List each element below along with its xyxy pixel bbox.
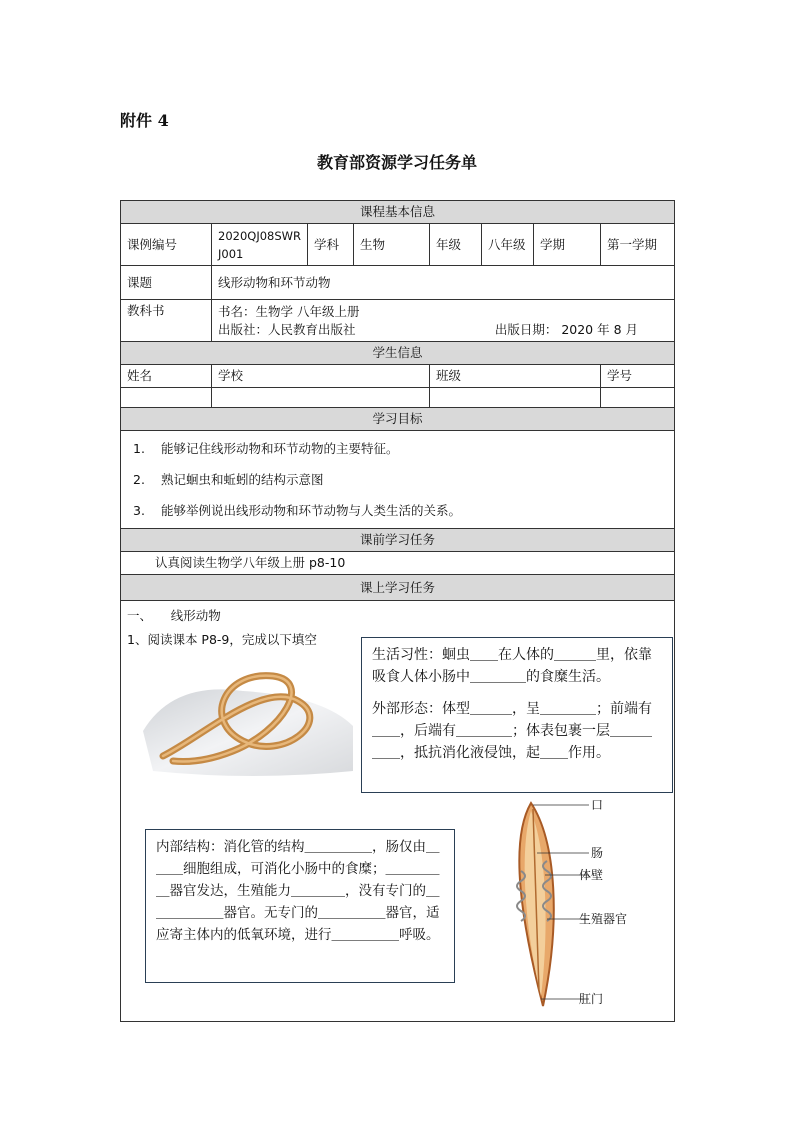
textbook-label: 教科书 bbox=[121, 300, 212, 342]
form-text: 外部形态：体型＿＿＿，呈＿＿＿＿；前端有＿＿，后端有＿＿＿＿；体表包裹一层＿＿＿＿＿，抵抗消化液侵蚀，起＿＿作用。 bbox=[372, 701, 652, 761]
in-class-content bbox=[121, 601, 675, 1022]
diagram-label-mouth: 口 bbox=[591, 798, 604, 812]
class-label: 班级 bbox=[430, 365, 601, 388]
goals-header: 学习目标 bbox=[121, 408, 675, 431]
roundworm-photo bbox=[133, 661, 357, 781]
goal-item: 3. 能够举例说出线形动物和环节动物与人类生活的关系。 bbox=[133, 503, 462, 518]
instruction-text: 1、阅读课本 P8-9，完成以下填空 bbox=[127, 632, 317, 647]
school-label: 学校 bbox=[212, 365, 430, 388]
student-info-header: 学生信息 bbox=[121, 342, 675, 365]
grade-value: 八年级 bbox=[482, 224, 534, 266]
id-label: 学号 bbox=[601, 365, 675, 388]
name-field[interactable] bbox=[121, 388, 212, 408]
diagram-label-anus: 肛门 bbox=[579, 992, 604, 1006]
textbook-info bbox=[212, 300, 675, 342]
habit-text: 生活习性：蛔虫＿＿在人体的＿＿＿里，依靠吸食人体小肠中＿＿＿＿的食糜生活。 bbox=[372, 647, 652, 685]
grade-label: 年级 bbox=[430, 224, 482, 266]
basic-info-header: 课程基本信息 bbox=[121, 201, 675, 224]
in-class-header: 课上学习任务 bbox=[121, 575, 675, 601]
goal-item: 2. 熟记蛔虫和蚯蚓的结构示意图 bbox=[133, 472, 324, 487]
diagram-label-body-wall: 体壁 bbox=[579, 868, 604, 882]
school-field[interactable] bbox=[212, 388, 430, 408]
task-sheet-table bbox=[120, 200, 675, 1022]
attachment-label: 附件 4 bbox=[120, 111, 169, 130]
internal-structure-box: 内部结构：消化管的结构＿＿＿＿＿，肠仅由＿＿＿细胞组成，可消化小肠中的食糜；＿＿＿＿＿器官发达，生殖能力＿＿＿＿，没有专门的＿＿＿＿＿＿器官。无专门的＿＿＿＿＿器官，适应寄主体内的低氧环境，进行＿＿＿＿＿呼吸。 bbox=[145, 829, 455, 983]
document-title: 教育部资源学习任务单 bbox=[316, 153, 477, 172]
subject-label: 学科 bbox=[308, 224, 354, 266]
term-label: 学期 bbox=[534, 224, 601, 266]
term-value: 第一学期 bbox=[601, 224, 675, 266]
subject-value: 生物 bbox=[354, 224, 430, 266]
code-label: 课例编号 bbox=[121, 224, 212, 266]
book-name: 书名：生物学 八年级上册 bbox=[218, 303, 360, 319]
publish-date: 出版日期： 2020 年 8 月 bbox=[494, 321, 639, 337]
diagram-label-intestine: 肠 bbox=[591, 846, 604, 860]
section-title: 一、 线形动物 bbox=[127, 608, 221, 623]
name-label: 姓名 bbox=[121, 365, 212, 388]
topic-label: 课题 bbox=[121, 266, 212, 300]
goals-list bbox=[121, 431, 675, 529]
id-field[interactable] bbox=[601, 388, 675, 408]
habit-form-box bbox=[361, 637, 673, 793]
code-value: 2020QJ08SWRJ001 bbox=[212, 224, 308, 266]
roundworm-anatomy-diagram bbox=[481, 801, 641, 1011]
diagram-label-reproductive-organ: 生殖器官 bbox=[579, 912, 628, 926]
pre-task-header: 课前学习任务 bbox=[121, 529, 675, 552]
publisher: 出版社：人民教育出版社 bbox=[218, 321, 356, 337]
goal-item: 1. 能够记住线形动物和环节动物的主要特征。 bbox=[133, 441, 399, 456]
pre-task-text: 认真阅读生物学八年级上册 p8-10 bbox=[121, 552, 675, 575]
topic-value: 线形动物和环节动物 bbox=[212, 266, 675, 300]
class-field[interactable] bbox=[430, 388, 601, 408]
